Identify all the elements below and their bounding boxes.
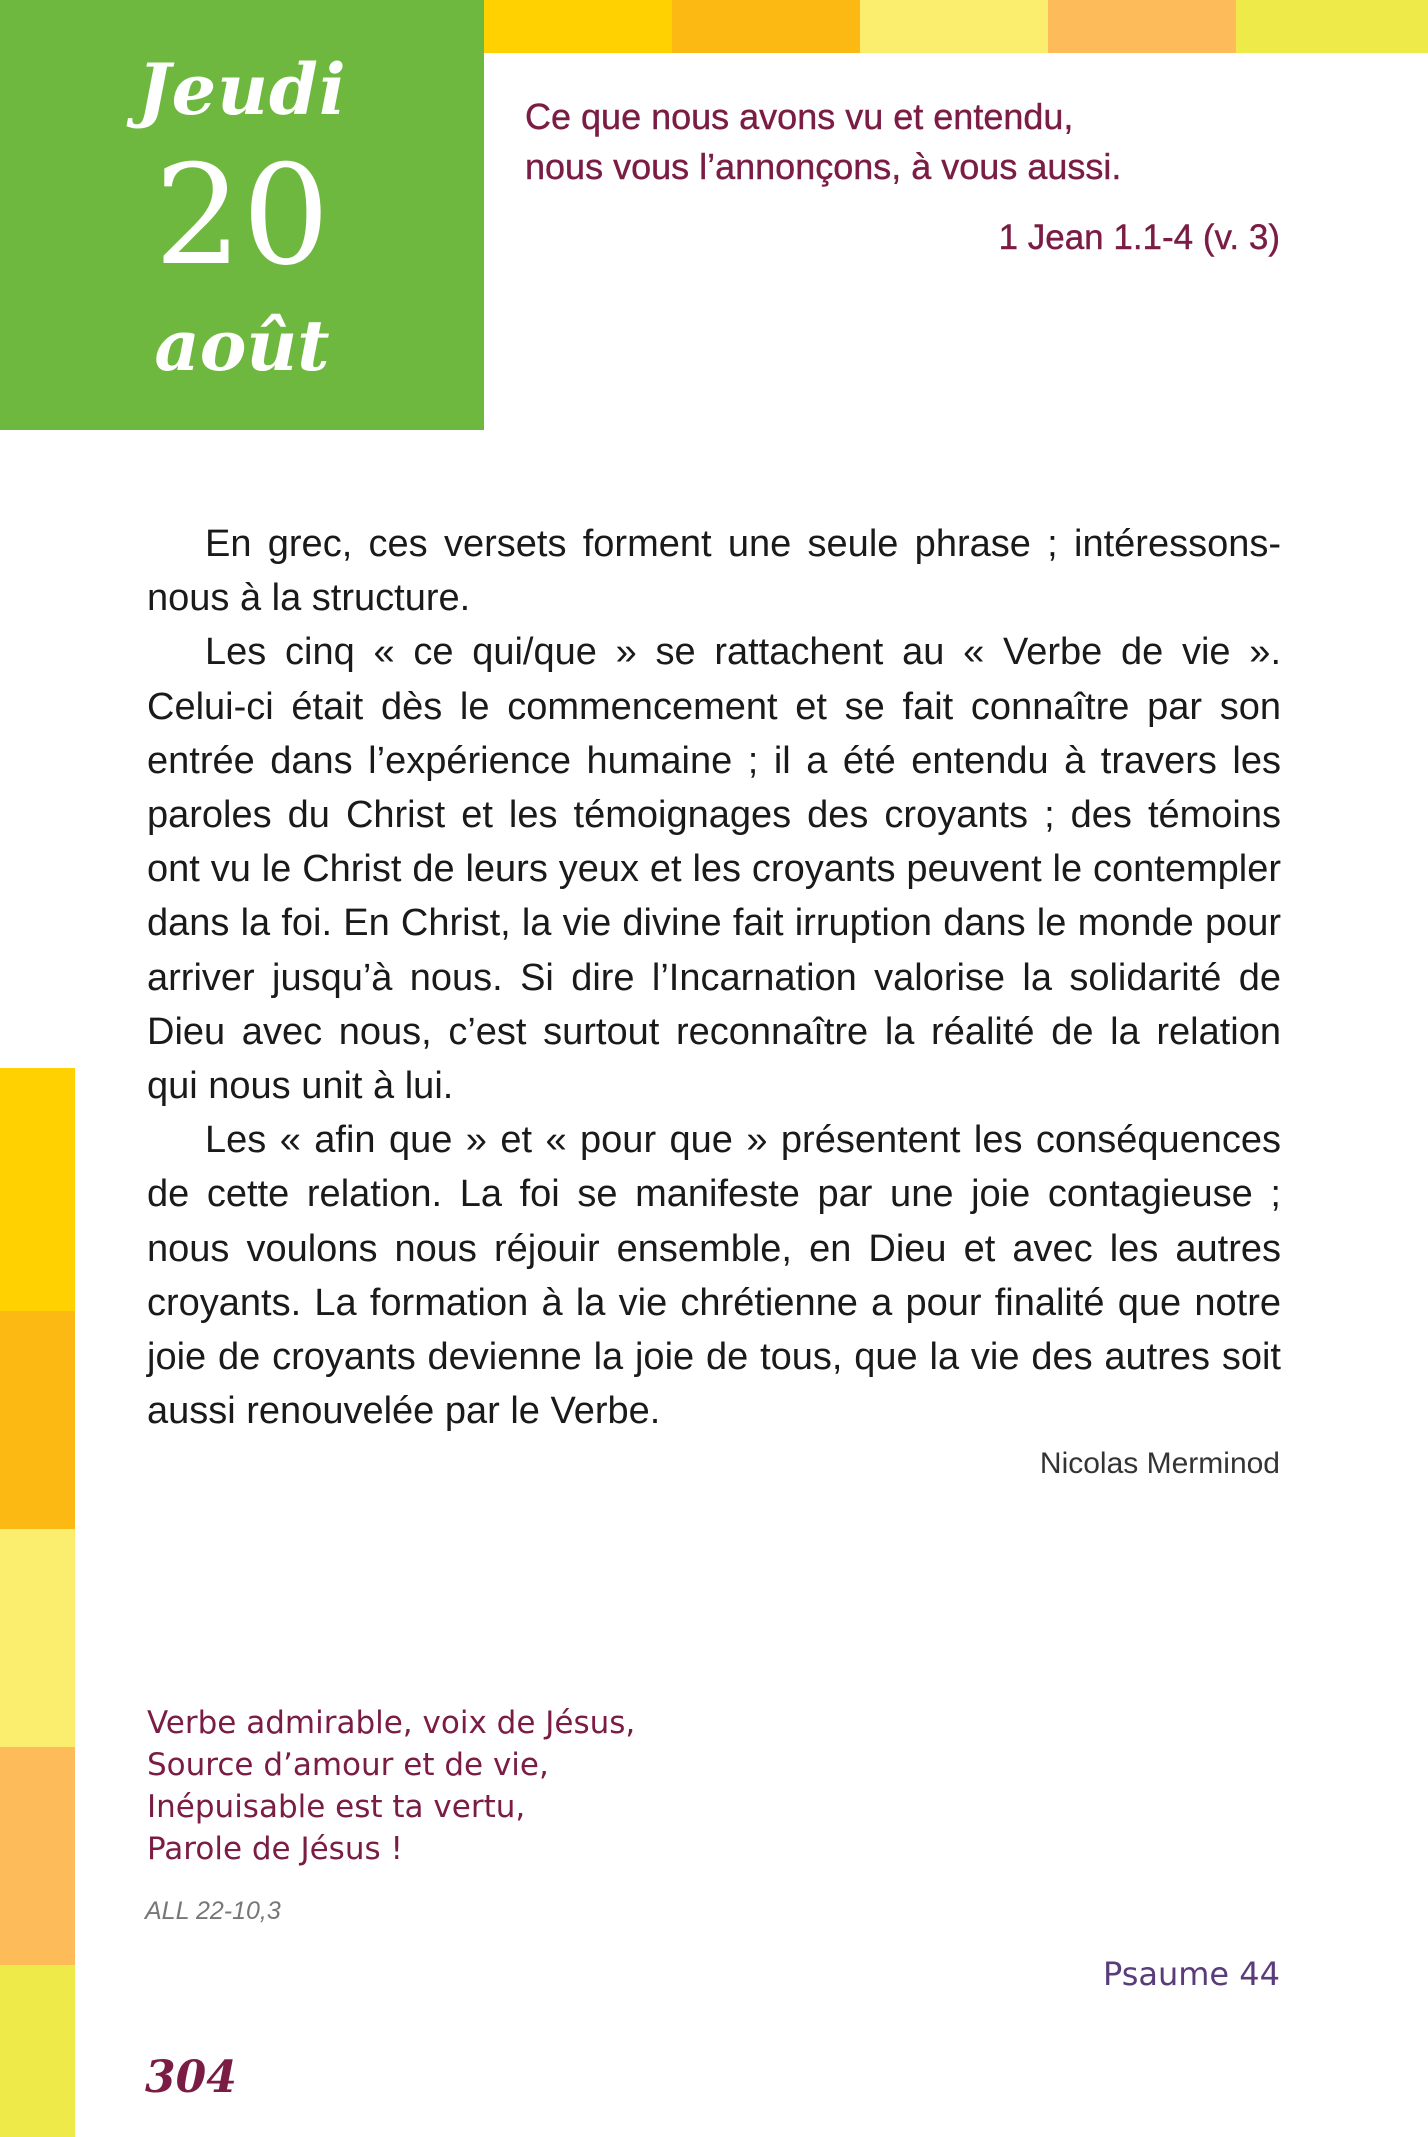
paragraph: En grec, ces versets forment une seule phrase ; intéressons-nous à la structure. xyxy=(147,523,1281,620)
hymn-line: Parole de Jésus ! xyxy=(147,1831,403,1867)
psalm-reference: Psaume 44 xyxy=(1102,1955,1280,1993)
left-band-yellow xyxy=(0,1068,75,1311)
date-weekday: Jeudi xyxy=(137,48,347,131)
page-number: 304 xyxy=(145,2052,237,2103)
top-band-light-orange xyxy=(1048,0,1236,53)
hymn-text xyxy=(147,1702,635,1870)
hymn-line: Inépuisable est ta vertu, xyxy=(147,1789,526,1825)
left-band-light-orange xyxy=(0,1747,75,1965)
meditation-text xyxy=(147,517,1281,1438)
left-band-lime xyxy=(0,1965,75,2137)
author-name: Nicolas Merminod xyxy=(1039,1447,1280,1480)
left-band-pale-yellow xyxy=(0,1529,75,1747)
top-band-yellow xyxy=(484,0,672,53)
verse-reference: 1 Jean 1.1-4 (v. 3) xyxy=(998,218,1280,257)
verse-quote xyxy=(525,92,1305,192)
hymn-reference: ALL 22-10,3 xyxy=(145,1897,281,1925)
hymn-line: Verbe admirable, voix de Jésus, xyxy=(147,1705,636,1741)
paragraph: Les « afin que » et « pour que » présentent les conséquences de cette relation. La foi se manifeste par une joie contagieuse ; nous voulons nous réjouir ensemble, en Dieu et avec les autres croyants. La formation à la vie chrétienne a pour finalité que notre joie de croyants devienne la joie de tous, que la vie des autres soit aussi renouvelée par le Verbe. xyxy=(147,1119,1281,1433)
date-day-number: 20 xyxy=(154,135,330,296)
top-band-orange xyxy=(672,0,860,53)
verse-line: Ce que nous avons vu et entendu, xyxy=(525,96,1074,137)
hymn-line: Source d’amour et de vie, xyxy=(147,1747,549,1783)
top-band-pale-yellow xyxy=(860,0,1048,53)
date-box xyxy=(0,0,484,430)
left-band-orange xyxy=(0,1311,75,1529)
verse-line: nous vous l’annonçons, à vous aussi. xyxy=(525,146,1122,187)
paragraph: Les cinq « ce qui/que » se rattachent au « Verbe de vie ». Celui-ci était dès le commencement et se fait connaître par son entrée dans l’expérience humaine ; il a été entendu à travers les paroles du Christ et les témoignages des croyants ; des témoins ont vu le Christ de leurs yeux et les croyants peuvent le contempler dans la foi. En Christ, la vie divine fait irruption dans le monde pour arriver jusqu’à nous. Si dire l’Incarnation valorise la solidarité de Dieu avec nous, c’est surtout reconnaître la réalité de la relation qui nous unit à lui. xyxy=(147,631,1281,1108)
top-band-lime xyxy=(1236,0,1428,53)
date-month: août xyxy=(154,304,330,387)
